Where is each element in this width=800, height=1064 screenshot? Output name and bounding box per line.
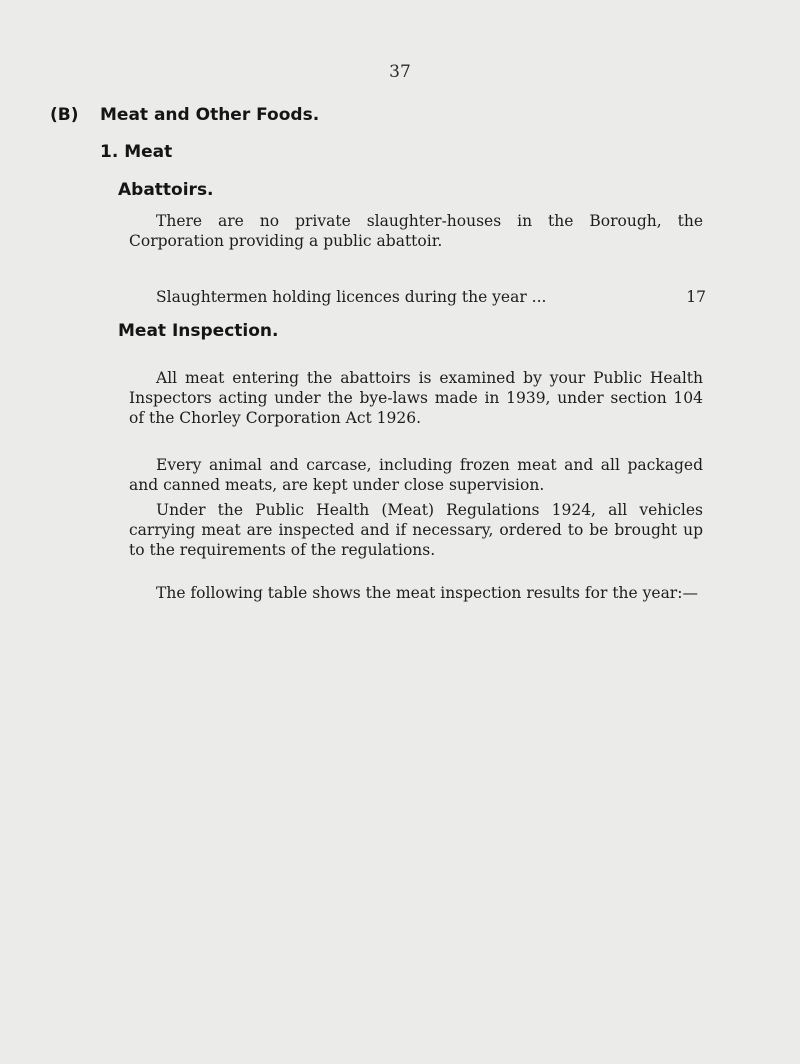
paragraph-text: Under the Public Health (Meat) Regulations 1924, all vehicles carrying meat are inspected and if necessary, ordered to be brought up to the requirements of the regulations. — [129, 501, 703, 559]
subsection-title: Meat — [124, 142, 173, 162]
abattoirs-heading: Abattoirs. — [118, 180, 214, 200]
section-heading — [50, 105, 319, 125]
page-number: 37 — [389, 62, 411, 82]
licence-row — [156, 288, 706, 306]
subsection-number: 1. — [100, 142, 119, 162]
abattoirs-paragraph — [129, 211, 703, 251]
licence-label: Slaughtermen holding licences during the year ... — [156, 288, 547, 306]
paragraph-text: Every animal and carcase, including frozen meat and all packaged and canned meats, are kept under close supervision. — [129, 456, 703, 494]
inspection-paragraph-2 — [129, 455, 703, 495]
inspection-paragraph-3 — [129, 500, 703, 560]
section-label: (B) — [50, 105, 79, 125]
paragraph-text: The following table shows the meat inspection results for the year:— — [156, 584, 698, 602]
section-title: Meat and Other Foods. — [100, 105, 320, 125]
inspection-paragraph-4 — [129, 583, 703, 603]
paragraph-text: There are no private slaughter-houses in the Borough, the Corporation providing a public abattoir. — [129, 212, 703, 250]
paragraph-text: All meat entering the abattoirs is examined by your Public Health Inspectors acting under the bye-laws made in 1939, under section 104 of the Chorley Corporation Act 1926. — [129, 369, 703, 427]
meat-inspection-heading: Meat Inspection. — [118, 321, 279, 341]
inspection-paragraph-1 — [129, 368, 703, 428]
subsection-heading — [100, 142, 172, 162]
licence-count: 17 — [686, 288, 706, 306]
